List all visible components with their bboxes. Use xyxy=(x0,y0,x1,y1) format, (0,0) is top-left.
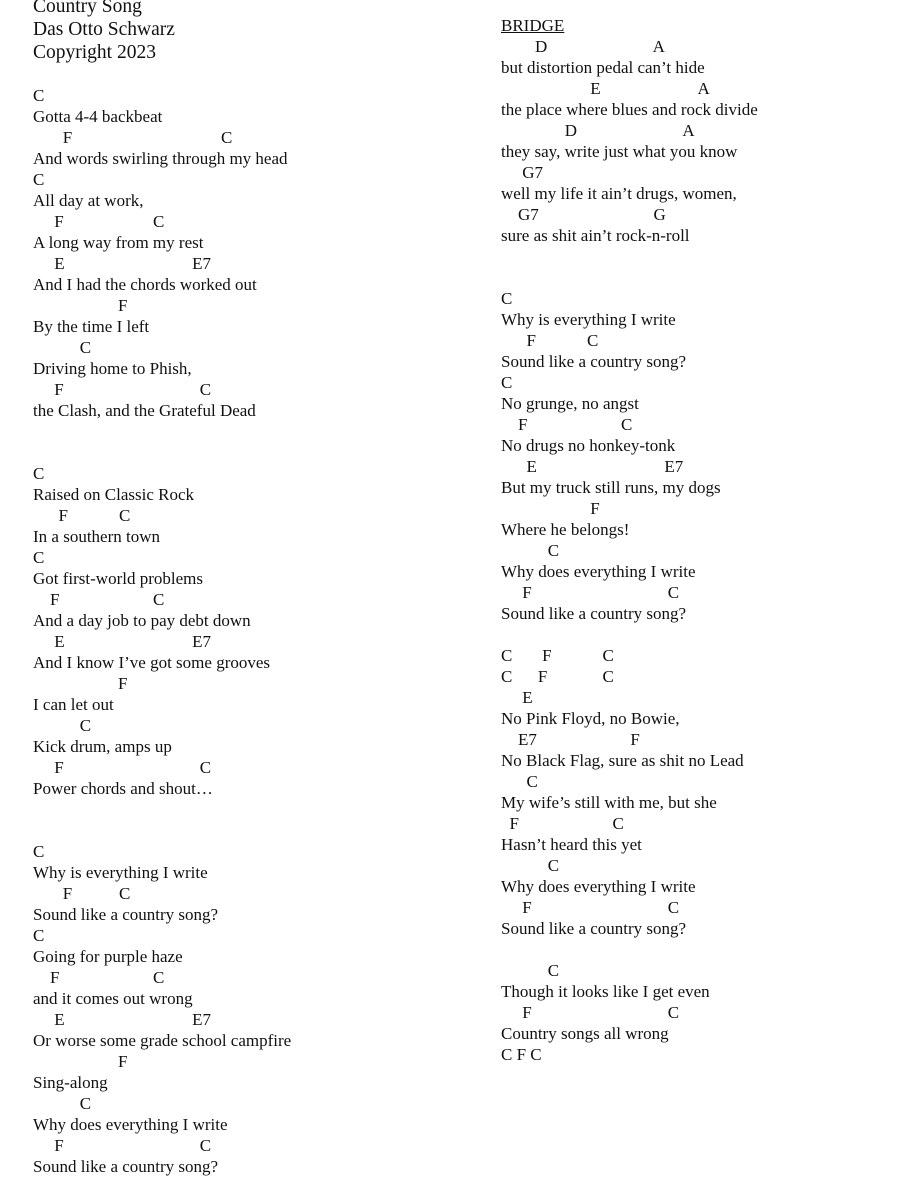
chord-line: F C xyxy=(501,415,633,434)
chord-line: F C xyxy=(501,583,680,602)
lyric-line: Why does everything I write xyxy=(501,562,696,581)
chord-line: F xyxy=(501,499,600,518)
lyric-line: Where he belongs! xyxy=(501,520,630,539)
lyric-line: But my truck still runs, my dogs xyxy=(501,478,721,497)
lyric-line: No Black Flag, sure as shit no Lead xyxy=(501,751,744,770)
lyric-line: No Pink Floyd, no Bowie, xyxy=(501,709,680,728)
chord-line: F C xyxy=(501,331,599,350)
chord-line: F xyxy=(33,674,128,693)
chord-line: G7 G xyxy=(501,205,666,224)
song-title: Country Song xyxy=(33,0,142,17)
chord-line: C xyxy=(33,1094,92,1113)
lyric-line: Sound like a country song? xyxy=(501,919,687,938)
chord-line: C xyxy=(33,842,45,861)
chord-line: E A xyxy=(501,79,710,98)
blank-line xyxy=(501,267,758,288)
lyric-line: they say, write just what you know xyxy=(501,142,738,161)
chord-line: C xyxy=(501,289,513,308)
chord-line: F C xyxy=(501,898,680,917)
blank-line xyxy=(501,246,758,267)
chord-line: C xyxy=(33,464,45,483)
chord-line: F xyxy=(33,1052,128,1071)
chord-line: C F C xyxy=(501,646,614,665)
right-lyrics xyxy=(501,15,758,1065)
lyric-line: Though it looks like I get even xyxy=(501,982,710,1001)
chord-line: C xyxy=(33,338,92,357)
lyric-line: sure as shit ain’t rock-n-roll xyxy=(501,226,690,245)
chord-line: E E7 xyxy=(33,632,212,651)
chord-line: E E7 xyxy=(33,254,212,273)
chord-line: C xyxy=(501,961,560,980)
lyric-line: Raised on Classic Rock xyxy=(33,485,195,504)
chord-line: E E7 xyxy=(33,1010,212,1029)
chord-line: F C xyxy=(33,968,165,987)
chord-line: F C xyxy=(33,758,212,777)
chord-line: F C xyxy=(33,212,165,231)
chord-line: F xyxy=(33,296,128,315)
chord-line: F C xyxy=(33,590,165,609)
chord-line: C xyxy=(501,772,538,791)
lyric-line: Sound like a country song? xyxy=(501,352,687,371)
chord-line: C xyxy=(501,373,513,392)
lyric-line: Sing-along xyxy=(33,1073,108,1092)
lyric-line: Sound like a country song? xyxy=(33,905,219,924)
section-heading-bridge: BRIDGE xyxy=(501,16,565,35)
lyric-line: Or worse some grade school campfire xyxy=(33,1031,292,1050)
lyric-line: Why is everything I write xyxy=(33,863,208,882)
lyric-line: the Clash, and the Grateful Dead xyxy=(33,401,256,420)
lyric-line: and it comes out wrong xyxy=(33,989,193,1008)
lyric-line: In a southern town xyxy=(33,527,161,546)
chord-line: F C xyxy=(33,128,233,147)
left-column xyxy=(33,0,291,1177)
lyric-line: No grunge, no angst xyxy=(501,394,639,413)
chord-line: C xyxy=(33,548,45,567)
chord-line: D A xyxy=(501,121,695,140)
lyric-line: Why does everything I write xyxy=(33,1115,228,1134)
lyric-line: Power chords and shout… xyxy=(33,779,213,798)
chord-line: E E7 xyxy=(501,457,684,476)
lyric-line: Driving home to Phish, xyxy=(33,359,192,378)
lyric-line: Gotta 4-4 backbeat xyxy=(33,107,163,126)
chord-line: F C xyxy=(33,506,131,525)
lyric-line: Got first-world problems xyxy=(33,569,203,588)
chord-line: C xyxy=(33,716,92,735)
lyric-line: Country songs all wrong xyxy=(501,1024,669,1043)
right-column xyxy=(501,15,758,1065)
lyric-line: And words swirling through my head xyxy=(33,149,288,168)
chord-line: F C xyxy=(33,380,212,399)
lyric-line: Sound like a country song? xyxy=(33,1157,219,1176)
lyric-line: And I know I’ve got some grooves xyxy=(33,653,271,672)
chord-line: E7 F xyxy=(501,730,640,749)
song-author: Das Otto Schwarz xyxy=(33,19,175,40)
lyric-line: And a day job to pay debt down xyxy=(33,611,251,630)
chord-line: F C xyxy=(501,1003,680,1022)
chord-line: F C xyxy=(501,814,624,833)
blank-line xyxy=(501,624,758,645)
lyric-line: Why is everything I write xyxy=(501,310,676,329)
lyric-line: By the time I left xyxy=(33,317,150,336)
chord-line: C F C xyxy=(501,667,614,686)
blank-line xyxy=(33,799,291,820)
lyric-line: the place where blues and rock divide xyxy=(501,100,758,119)
lyric-line: Sound like a country song? xyxy=(501,604,687,623)
lyric-line: And I had the chords worked out xyxy=(33,275,257,294)
blank-line xyxy=(33,64,291,85)
chord-line: C xyxy=(33,170,45,189)
lyric-line: A long way from my rest xyxy=(33,233,204,252)
chord-line: C xyxy=(33,86,45,105)
lyric-line: Going for purple haze xyxy=(33,947,183,966)
lyric-line: All day at work, xyxy=(33,191,144,210)
lyric-line: No drugs no honkey-tonk xyxy=(501,436,676,455)
song-copyright: Copyright 2023 xyxy=(33,42,156,63)
chord-line: C xyxy=(501,541,560,560)
blank-line xyxy=(501,939,758,960)
chord-line: E xyxy=(501,688,533,707)
chord-line: D A xyxy=(501,37,665,56)
chord-line: F C xyxy=(33,1136,212,1155)
blank-line xyxy=(33,442,291,463)
blank-line xyxy=(33,820,291,841)
left-lyrics xyxy=(33,64,291,1177)
chord-line: F C xyxy=(33,884,131,903)
lyric-line: Hasn’t heard this yet xyxy=(501,835,642,854)
chord-line: C F C xyxy=(501,1045,542,1064)
chord-line: C xyxy=(501,856,560,875)
lyric-line: well my life it ain’t drugs, women, xyxy=(501,184,737,203)
blank-line xyxy=(33,421,291,442)
lyric-line: I can let out xyxy=(33,695,114,714)
chord-line: G7 xyxy=(501,163,544,182)
lyric-line: but distortion pedal can’t hide xyxy=(501,58,705,77)
lyric-line: Why does everything I write xyxy=(501,877,696,896)
lyric-line: My wife’s still with me, but she xyxy=(501,793,717,812)
lyric-line: Kick drum, amps up xyxy=(33,737,172,756)
chord-line: C xyxy=(33,926,45,945)
